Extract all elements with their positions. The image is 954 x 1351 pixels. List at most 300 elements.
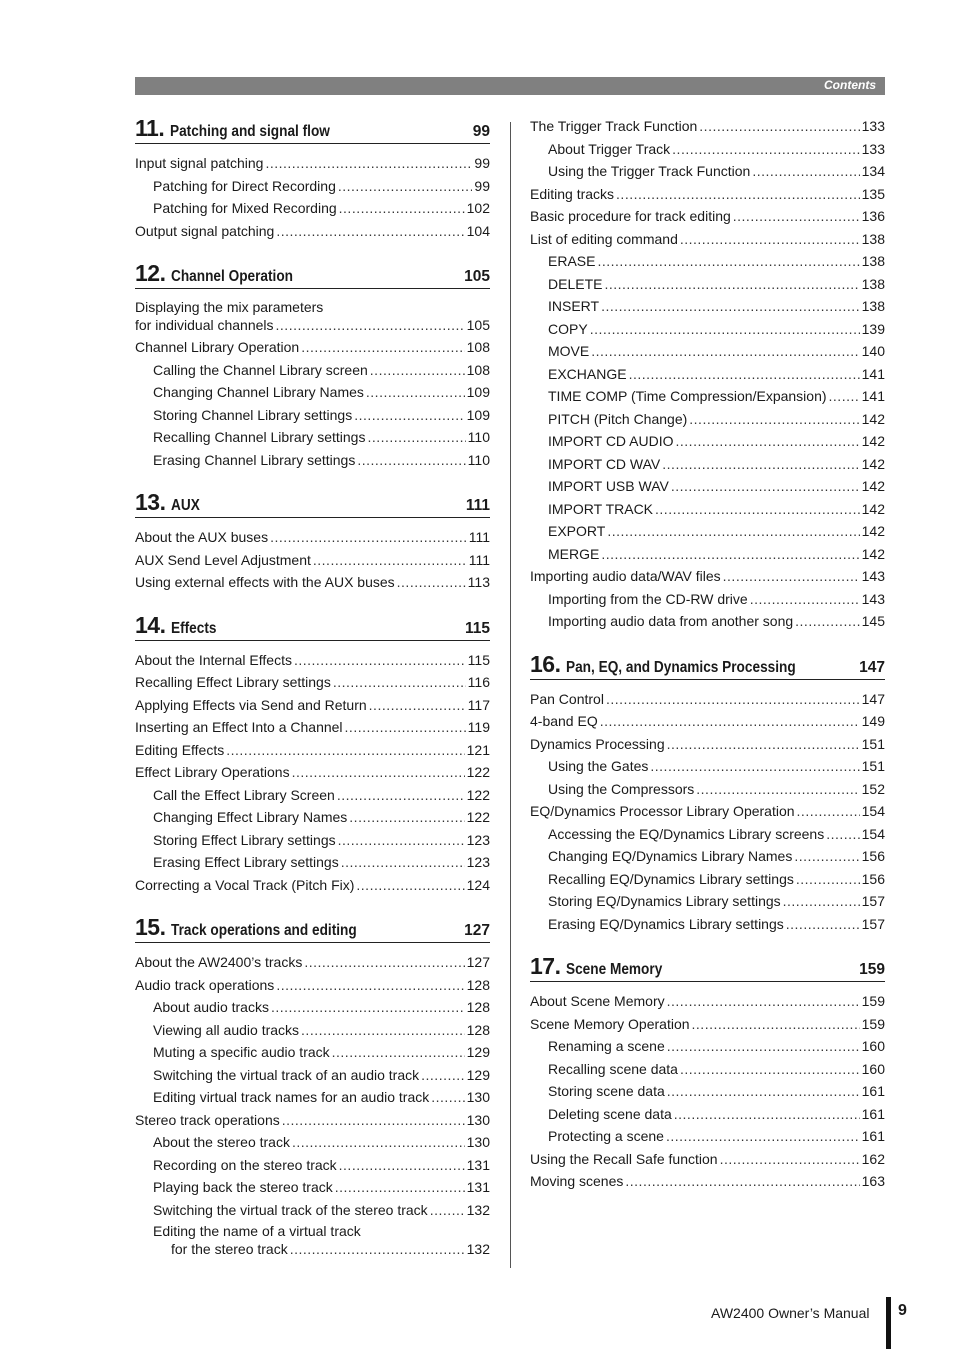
- toc-entry-page: 138: [861, 275, 885, 292]
- chapter-number: 15.: [135, 914, 166, 940]
- toc-entry[interactable]: [135, 426, 490, 449]
- chapter-number: 11.: [135, 115, 165, 141]
- toc-entry[interactable]: [135, 1199, 490, 1222]
- chapter-page: 115: [464, 619, 490, 637]
- chapter-title: Channel Operation: [171, 268, 294, 285]
- toc-entry[interactable]: [530, 295, 885, 318]
- chapter-heading: [530, 651, 885, 680]
- chapter-section: [530, 953, 885, 1193]
- chapter-title: Track operations and editing: [171, 922, 358, 939]
- dot-leader: [696, 778, 859, 801]
- toc-entry-label: PITCH (Pitch Change): [548, 410, 688, 427]
- dot-leader: [337, 784, 465, 807]
- toc-entry-page: 145: [861, 613, 885, 629]
- chapter-heading: [135, 612, 490, 641]
- toc-entry-label: Moving scenes: [530, 1173, 624, 1189]
- toc-entry-page: 139: [861, 320, 885, 337]
- toc-entry-label: About Scene Memory: [530, 993, 665, 1009]
- dot-leader: [341, 851, 465, 874]
- toc-entry[interactable]: [530, 115, 885, 138]
- toc-entry-label: Scene Memory Operation: [530, 1015, 690, 1032]
- toc-entry[interactable]: [530, 520, 885, 543]
- toc-entry[interactable]: [530, 183, 885, 206]
- toc-entry-label: About audio tracks: [153, 999, 269, 1015]
- toc-entry[interactable]: [135, 175, 490, 198]
- toc-entry-label: Calling the Channel Library screen: [153, 361, 368, 378]
- dot-leader: [430, 1199, 465, 1222]
- toc-entry[interactable]: [530, 1170, 885, 1193]
- toc-entry-page: 122: [466, 786, 490, 803]
- toc-entry[interactable]: [530, 588, 885, 611]
- toc-entry-page: 128: [466, 976, 490, 993]
- chapter-section: [135, 612, 490, 897]
- toc-entry[interactable]: [530, 990, 885, 1013]
- toc-entry-label: Effect Library Operations: [135, 764, 290, 780]
- toc-entry-label: Inserting an Effect Into a Channel: [135, 719, 343, 735]
- toc-entry-page: 131: [466, 1179, 490, 1195]
- dot-leader: [786, 913, 860, 936]
- chapter-title: Scene Memory: [566, 961, 663, 978]
- dot-leader: [338, 175, 473, 198]
- toc-entry-label: Using the Compressors: [548, 780, 695, 797]
- toc-left-column: [135, 115, 490, 1278]
- toc-entry[interactable]: [530, 1148, 885, 1171]
- toc-entry-label: Storing EQ/Dynamics Library settings: [548, 893, 781, 909]
- toc-entry[interactable]: [135, 996, 490, 1019]
- page-number: 9: [898, 1302, 907, 1319]
- chapter-heading: [135, 115, 490, 144]
- toc-entry-page: 130: [466, 1089, 490, 1105]
- dot-leader: [292, 761, 465, 784]
- dot-leader: [356, 874, 464, 897]
- toc-entry-label: Channel Library Operation: [135, 339, 300, 355]
- dot-leader: [672, 138, 859, 161]
- toc-entry[interactable]: [530, 1080, 885, 1103]
- toc-entry-label: Using the Gates: [548, 758, 649, 774]
- chapter-section: [135, 260, 490, 471]
- dot-leader: [333, 671, 466, 694]
- toc-entry-page: 157: [861, 915, 885, 932]
- toc-entry[interactable]: [530, 1035, 885, 1058]
- toc-entry-page: 99: [474, 155, 490, 171]
- toc-entry[interactable]: [135, 404, 490, 427]
- toc-entry[interactable]: [530, 250, 885, 273]
- toc-entry[interactable]: [530, 340, 885, 363]
- toc-entry[interactable]: [530, 138, 885, 161]
- chapter-page: 127: [464, 922, 490, 939]
- toc-entry-label: IMPORT TRACK: [548, 500, 654, 517]
- toc-entry-label: Audio track operations: [135, 976, 275, 993]
- toc-entry-label: Editing tracks: [530, 185, 615, 202]
- toc-entry[interactable]: [135, 220, 490, 243]
- dot-leader: [616, 183, 860, 206]
- dot-leader: [421, 1064, 465, 1087]
- toc-entry-list: [135, 152, 490, 242]
- dot-leader: [354, 404, 464, 427]
- dot-leader: [349, 806, 464, 829]
- toc-entry-page: 143: [861, 568, 885, 584]
- toc-entry-page: 151: [861, 735, 885, 752]
- toc-entry[interactable]: [530, 688, 885, 711]
- dot-leader: [667, 990, 860, 1013]
- toc-entry-page: 149: [861, 713, 885, 729]
- toc-entry[interactable]: [135, 829, 490, 852]
- toc-entry-label: Dynamics Processing: [530, 735, 665, 752]
- toc-entry[interactable]: [530, 498, 885, 521]
- toc-entry-page: 161: [861, 1105, 885, 1122]
- toc-entry-page: 122: [466, 809, 490, 825]
- toc-entry[interactable]: [530, 710, 885, 733]
- toc-entry-label: Erasing Channel Library settings: [153, 451, 356, 468]
- toc-entry-list: [135, 649, 490, 897]
- toc-entry-page: 159: [861, 1015, 885, 1032]
- toc-entry-page: 142: [861, 455, 885, 472]
- toc-entry[interactable]: [530, 430, 885, 453]
- dot-leader: [601, 543, 859, 566]
- toc-entry-label: Changing Channel Library Names: [153, 384, 364, 400]
- dot-leader: [366, 381, 465, 404]
- toc-entry[interactable]: [530, 475, 885, 498]
- dot-leader: [313, 549, 467, 572]
- toc-entry-page: 138: [861, 230, 885, 247]
- toc-entry-page: 111: [468, 551, 490, 568]
- toc-entry-page: 156: [861, 848, 885, 864]
- dot-leader: [674, 1103, 860, 1126]
- toc-entry-label: IMPORT USB WAV: [548, 478, 669, 494]
- toc-entry-label: About the AW2400’s tracks: [135, 954, 303, 970]
- toc-entry[interactable]: [135, 297, 490, 336]
- toc-entry-label: Call the Effect Library Screen: [153, 786, 335, 803]
- toc-entry[interactable]: [530, 778, 885, 801]
- toc-entry-label: Erasing Effect Library settings: [153, 854, 339, 870]
- toc-entry-page: 157: [861, 893, 885, 909]
- column-divider: [510, 122, 511, 1268]
- toc-entry-page: 128: [466, 999, 490, 1015]
- toc-entry[interactable]: [530, 800, 885, 823]
- toc-entry[interactable]: [135, 806, 490, 829]
- toc-entry[interactable]: [135, 1154, 490, 1177]
- toc-entry[interactable]: [530, 565, 885, 588]
- toc-entry-page: 161: [861, 1083, 885, 1099]
- toc-entry-label: Switching the virtual track of the stereo track: [153, 1201, 428, 1218]
- toc-entry-label: Output signal patching: [135, 222, 275, 239]
- toc-entry[interactable]: [135, 336, 490, 359]
- toc-entry-page: 109: [466, 406, 490, 423]
- toc-entry[interactable]: [135, 671, 490, 694]
- toc-entry[interactable]: [530, 755, 885, 778]
- toc-entry-page: 147: [861, 690, 885, 707]
- chapter-page: 147: [859, 658, 885, 676]
- chapter-title: Pan, EQ, and Dynamics Processing: [566, 658, 797, 676]
- dot-leader: [369, 694, 466, 717]
- chapter-section: [530, 651, 885, 936]
- chapter-title: Effects: [171, 619, 217, 637]
- chapter-heading: [135, 489, 490, 518]
- toc-entry-label: Recalling EQ/Dynamics Library settings: [548, 870, 794, 887]
- toc-entry-page: 143: [861, 590, 885, 607]
- toc-entry-page: 113: [467, 574, 490, 590]
- toc-entry-label: Accessing the EQ/Dynamics Library screens: [548, 825, 825, 842]
- toc-entry[interactable]: [530, 823, 885, 846]
- dot-leader: [650, 755, 859, 778]
- toc-entry[interactable]: [135, 152, 490, 175]
- toc-entry-page: 123: [466, 831, 490, 848]
- dot-leader: [270, 526, 467, 549]
- toc-entry-label: TIME COMP (Time Compression/Expansion): [548, 388, 827, 404]
- dot-leader: [676, 430, 860, 453]
- toc-entry[interactable]: [135, 1131, 490, 1154]
- chapter-page: 159: [859, 961, 885, 978]
- toc-entry-page: 129: [466, 1044, 490, 1060]
- toc-entry[interactable]: [530, 543, 885, 566]
- toc-entry[interactable]: [530, 868, 885, 891]
- toc-entry-label: Muting a specific audio track: [153, 1044, 330, 1060]
- toc-entry-label: About Trigger Track: [548, 140, 671, 157]
- toc-entry[interactable]: [530, 1125, 885, 1148]
- toc-entry[interactable]: [530, 610, 885, 633]
- toc-entry-label: About the AUX buses: [135, 529, 269, 545]
- toc-entry-label: Applying Effects via Send and Return: [135, 696, 367, 713]
- dot-leader: [625, 1170, 859, 1193]
- toc-entry-page: 110: [467, 451, 490, 468]
- toc-entry[interactable]: [135, 951, 490, 974]
- toc-entry[interactable]: [135, 694, 490, 717]
- toc-entry[interactable]: [530, 733, 885, 756]
- dot-leader: [282, 1109, 465, 1132]
- toc-entry[interactable]: [530, 363, 885, 386]
- dot-leader: [662, 453, 859, 476]
- dot-leader: [680, 228, 860, 251]
- dot-leader: [370, 359, 465, 382]
- toc-entry-label: Changing Effect Library Names: [153, 809, 348, 825]
- toc-entry-label: EQ/Dynamics Processor Library Operation: [530, 803, 795, 819]
- toc-entry[interactable]: [530, 408, 885, 431]
- toc-entry[interactable]: [135, 784, 490, 807]
- dot-leader: [723, 565, 860, 588]
- toc-entry-page: 154: [861, 825, 885, 842]
- toc-entry-page: 142: [861, 433, 885, 449]
- toc-entry[interactable]: [135, 1176, 490, 1199]
- toc-entry[interactable]: [135, 1221, 490, 1260]
- toc-entry[interactable]: [135, 1019, 490, 1042]
- dot-leader: [629, 363, 860, 386]
- dot-leader: [431, 1086, 464, 1109]
- dot-leader: [301, 1019, 465, 1042]
- chapter-heading: [135, 914, 490, 943]
- toc-entry-label: The Trigger Track Function: [530, 118, 698, 134]
- toc-entry-page: 160: [861, 1060, 885, 1077]
- toc-entry-label: Storing scene data: [548, 1083, 665, 1099]
- toc-entry-label: Deleting scene data: [548, 1105, 672, 1122]
- dot-leader: [590, 318, 860, 341]
- toc-entry-label: About the stereo track: [153, 1134, 290, 1150]
- toc-entry-page: 142: [861, 500, 885, 517]
- toc-entry-page: 138: [861, 298, 885, 314]
- toc-entry-label: Basic procedure for track editing: [530, 208, 731, 224]
- dot-leader: [699, 115, 859, 138]
- toc-entry-page: 134: [861, 163, 885, 179]
- toc-entry-label: Erasing EQ/Dynamics Library settings: [548, 915, 784, 932]
- toc-entry-page: 99: [474, 177, 490, 194]
- toc-entry-page: 159: [861, 993, 885, 1009]
- toc-entry-label: Recalling scene data: [548, 1060, 678, 1077]
- toc-entry-label: ERASE: [548, 253, 596, 269]
- toc-entry-page: 127: [466, 954, 490, 970]
- toc-entry-page: 140: [861, 343, 885, 359]
- toc-entry-page: 128: [466, 1021, 490, 1038]
- dot-leader: [265, 152, 472, 175]
- dot-leader: [345, 716, 466, 739]
- toc-entry-label: Editing Effects: [135, 741, 225, 758]
- toc-entry-page: 108: [466, 339, 490, 355]
- toc-entry-label: 4-band EQ: [530, 713, 598, 729]
- toc-entry[interactable]: [135, 197, 490, 220]
- chapter-page: 111: [465, 497, 490, 514]
- dot-leader: [794, 845, 859, 868]
- toc-entry-label: Stereo track operations: [135, 1111, 280, 1128]
- dot-leader: [335, 1176, 465, 1199]
- toc-entry[interactable]: [135, 739, 490, 762]
- toc-entry[interactable]: [530, 1013, 885, 1036]
- toc-entry-label: Editing the name of a virtual track: [153, 1223, 361, 1239]
- toc-entry-page: 115: [467, 651, 490, 668]
- toc-entry-label: EXPORT: [548, 523, 606, 539]
- dot-leader: [292, 1131, 465, 1154]
- toc-entry-page: 133: [861, 140, 885, 157]
- dot-leader: [720, 1148, 860, 1171]
- chapter-number: 12.: [135, 260, 166, 286]
- dot-leader: [655, 498, 860, 521]
- toc-entry-label: Patching for Mixed Recording: [153, 200, 337, 216]
- toc-entry[interactable]: [530, 890, 885, 913]
- toc-entry[interactable]: [530, 205, 885, 228]
- dot-leader: [826, 823, 859, 846]
- toc-entry-page: 121: [466, 741, 490, 758]
- toc-entry-line: [135, 1241, 490, 1259]
- toc-entry[interactable]: [135, 359, 490, 382]
- toc-entry-page: 135: [861, 185, 885, 202]
- toc-entry[interactable]: [135, 974, 490, 997]
- toc-entry[interactable]: [135, 716, 490, 739]
- dot-leader: [797, 800, 860, 823]
- dot-leader: [671, 475, 860, 498]
- toc-entry[interactable]: [135, 1041, 490, 1064]
- footer-manual-name: AW2400 Owner’s Manual: [711, 1305, 870, 1321]
- dot-leader: [276, 317, 465, 335]
- dot-leader: [796, 868, 860, 891]
- toc-entry-page: 154: [861, 803, 885, 819]
- toc-entry[interactable]: [135, 874, 490, 897]
- dot-leader: [689, 408, 859, 431]
- dot-leader: [667, 1035, 860, 1058]
- toc-entry-label: AUX Send Level Adjustment: [135, 551, 311, 568]
- toc-entry-label: Viewing all audio tracks: [153, 1021, 300, 1038]
- toc-entry-page: 122: [466, 764, 490, 780]
- dot-leader: [294, 649, 466, 672]
- toc-entry-list: [135, 297, 490, 471]
- chapter-section: [530, 115, 885, 633]
- dot-leader: [750, 588, 860, 611]
- dot-leader: [339, 1154, 465, 1177]
- toc-entry-page: 110: [467, 429, 490, 445]
- dot-leader: [304, 951, 464, 974]
- toc-entry[interactable]: [135, 549, 490, 572]
- toc-entry-label: COPY: [548, 320, 588, 337]
- toc-entry-list: [135, 951, 490, 1260]
- dot-leader: [733, 205, 860, 228]
- toc-entry-page: 133: [861, 118, 885, 134]
- toc-entry-label: Using external effects with the AUX buses: [135, 574, 395, 590]
- toc-entry[interactable]: [135, 1109, 490, 1132]
- toc-entry[interactable]: [135, 851, 490, 874]
- toc-entry[interactable]: [135, 761, 490, 784]
- toc-entry-line: [135, 317, 490, 335]
- toc-entry[interactable]: [135, 1064, 490, 1087]
- toc-entry[interactable]: [530, 453, 885, 476]
- toc-entry[interactable]: [530, 1058, 885, 1081]
- toc-entry-page: 163: [861, 1173, 885, 1189]
- chapter-section: [135, 115, 490, 242]
- toc-entry-page: 161: [861, 1128, 885, 1144]
- toc-entry-label: IMPORT CD AUDIO: [548, 433, 674, 449]
- toc-entry-page: 130: [466, 1134, 490, 1150]
- toc-entry[interactable]: [530, 845, 885, 868]
- toc-entry[interactable]: [135, 449, 490, 472]
- toc-entry-page: 138: [861, 253, 885, 269]
- dot-leader: [332, 1041, 465, 1064]
- toc-entry-page: 105: [466, 316, 490, 333]
- toc-right-column: [530, 115, 885, 1211]
- toc-entry[interactable]: [530, 318, 885, 341]
- toc-entry[interactable]: [530, 228, 885, 251]
- toc-entry-page: 109: [466, 384, 490, 400]
- toc-entry[interactable]: [530, 273, 885, 296]
- toc-entry[interactable]: [135, 526, 490, 549]
- toc-entry[interactable]: [530, 385, 885, 408]
- toc-entry-label: List of editing command: [530, 230, 678, 247]
- toc-entry-label: Importing audio data from another song: [548, 613, 794, 629]
- toc-entry[interactable]: [135, 649, 490, 672]
- dot-leader: [276, 220, 464, 243]
- dot-leader: [301, 336, 464, 359]
- toc-entry-page: 129: [466, 1066, 490, 1083]
- toc-entry[interactable]: [530, 160, 885, 183]
- header-bar: [135, 77, 885, 95]
- toc-entry[interactable]: [135, 1086, 490, 1109]
- dot-leader: [680, 1058, 860, 1081]
- toc-entry-label: Patching for Direct Recording: [153, 177, 336, 194]
- dot-leader: [600, 710, 860, 733]
- toc-entry[interactable]: [135, 381, 490, 404]
- header-label: Contents: [824, 78, 876, 92]
- chapter-heading: [530, 953, 885, 982]
- dot-leader: [607, 520, 859, 543]
- toc-entry[interactable]: [530, 913, 885, 936]
- toc-entry-page: 136: [861, 208, 885, 224]
- toc-entry[interactable]: [135, 571, 490, 594]
- toc-entry-label-continued: for individual channels: [135, 316, 274, 333]
- chapter-title: Patching and signal flow: [170, 123, 331, 140]
- toc-entry-page: 152: [861, 780, 885, 797]
- dot-leader: [667, 733, 860, 756]
- toc-entry-label: Storing Channel Library settings: [153, 406, 353, 423]
- toc-entry-line: [135, 1223, 490, 1241]
- dot-leader: [276, 974, 464, 997]
- toc-entry-list: [530, 990, 885, 1193]
- dot-leader: [667, 1080, 860, 1103]
- toc-entry[interactable]: [530, 1103, 885, 1126]
- toc-entry-page: 142: [861, 478, 885, 494]
